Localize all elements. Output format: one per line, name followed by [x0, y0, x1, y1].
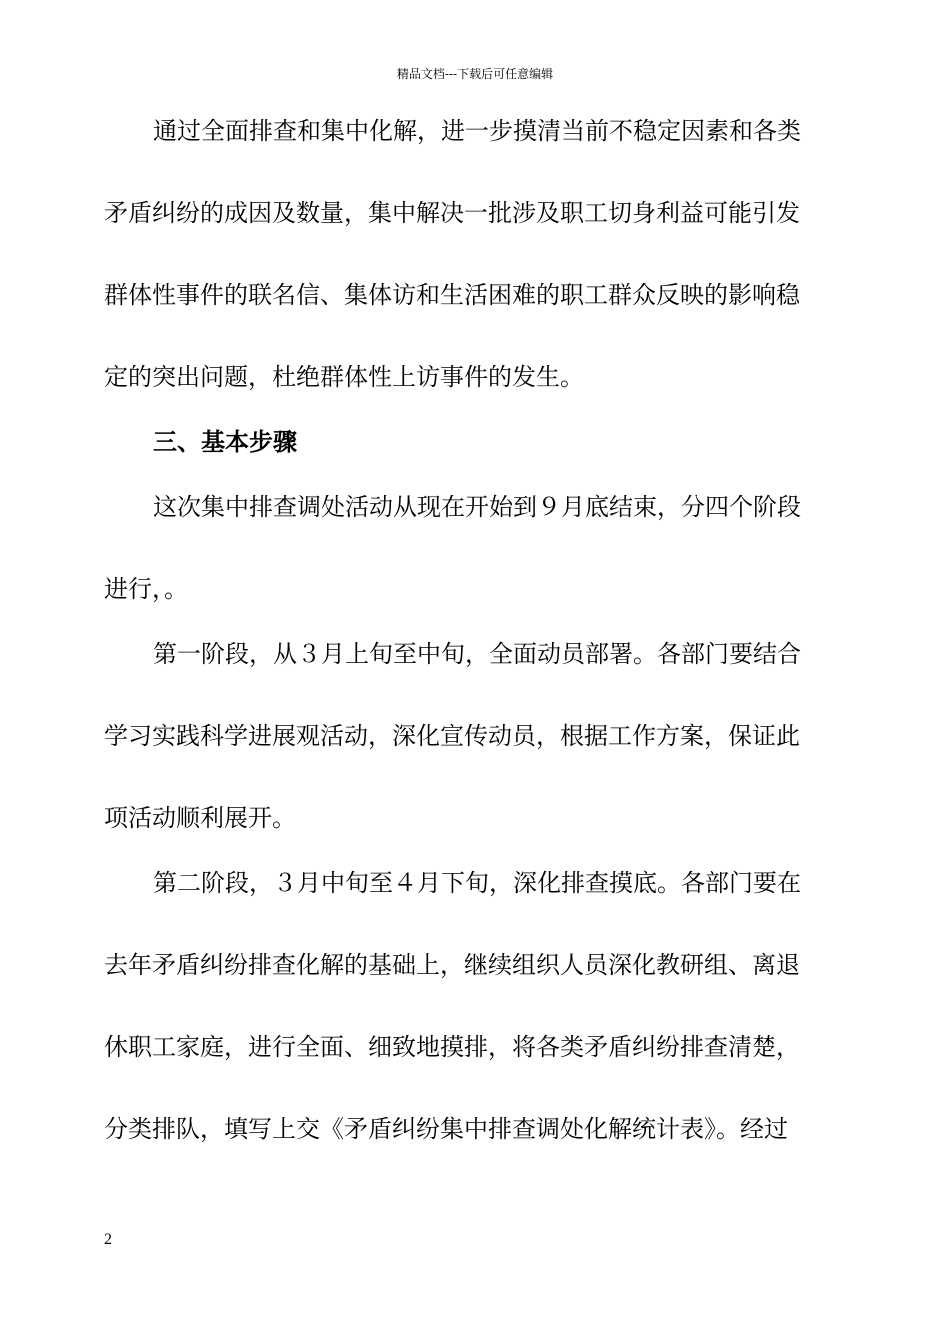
text-line: 这次集中排查调处活动从现在开始到９月底结束，分四个阶段: [153, 493, 801, 521]
paragraph-stage-one: [104, 635, 846, 837]
text-line: 第二阶段，３月中旬至４月下旬，深化排查摸底。各部门要在: [153, 869, 801, 897]
document-body: [104, 112, 846, 1148]
text-line: 分类排队，填写上交《矛盾纠纷集中排查调处化解统计表》。经过: [104, 1115, 788, 1143]
text-line: 矛盾纠纷的成因及数量，集中解决一批涉及职工切身利益可能引发: [104, 199, 800, 227]
text-line: 进行，。: [104, 575, 188, 603]
text-line: 群体性事件的联名信、集体访和生活困难的职工群众反映的影响稳: [104, 281, 800, 309]
paragraph-objective: [104, 112, 846, 396]
text-line: 项活动顺利展开。: [104, 804, 296, 832]
text-line: 学习实践科学进展观活动，深化宣传动员，根据工作方案，保证此: [104, 722, 800, 750]
text-line: 休职工家庭，进行全面、细致地摸排，将各类矛盾纠纷排查清楚，: [104, 1033, 800, 1061]
text-line: 定的突出问题，杜绝群体性上访事件的发生。: [104, 363, 584, 391]
section-heading: 三、基本步骤: [153, 428, 297, 456]
page-header: 精品文档---下载后可任意编辑: [396, 67, 554, 81]
paragraph-schedule: [104, 488, 846, 608]
page-number: 2: [104, 1231, 112, 1248]
text-line: 第一阶段，从３月上旬至中旬，全面动员部署。各部门要结合: [153, 640, 801, 668]
text-line: 通过全面排查和集中化解，进一步摸清当前不稳定因素和各类: [153, 117, 801, 145]
paragraph-stage-two: [104, 864, 846, 1148]
text-line: 去年矛盾纠纷排查化解的基础上，继续组织人员深化教研组、离退: [104, 951, 800, 979]
